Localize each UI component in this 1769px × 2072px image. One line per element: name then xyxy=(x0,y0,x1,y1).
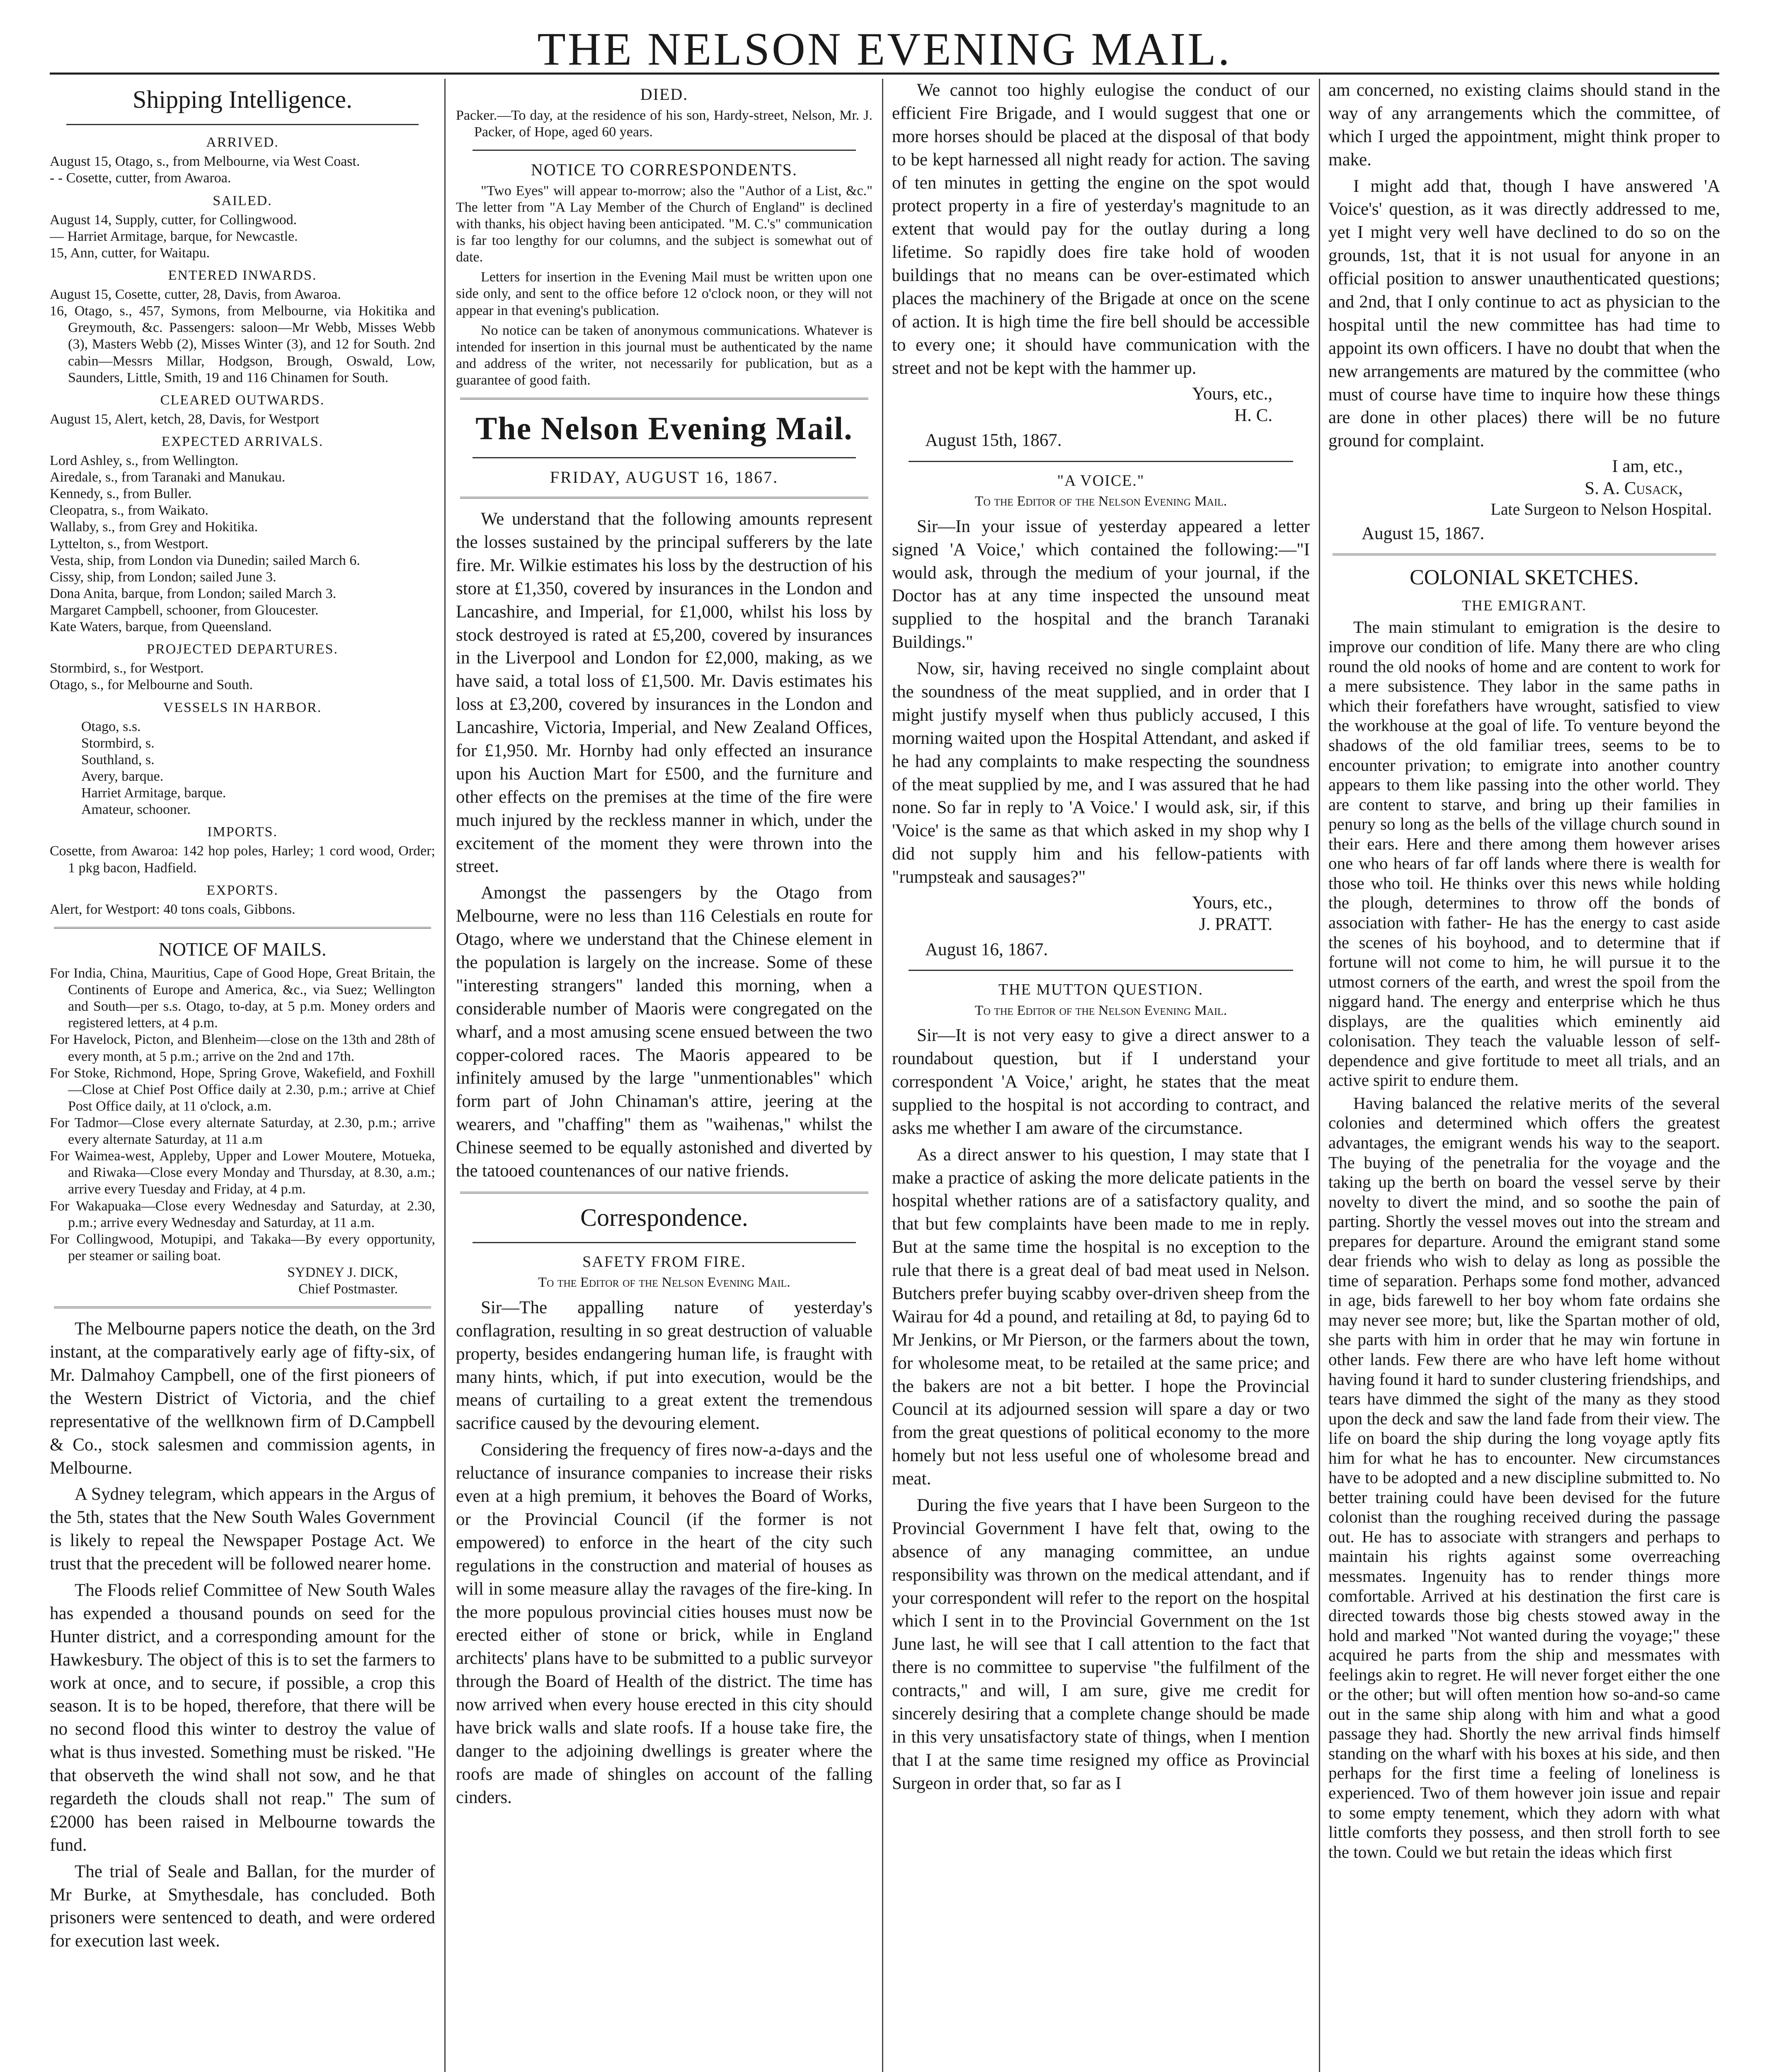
list-item: Otago, s.s. xyxy=(81,719,141,734)
letter-closing: I am, etc., xyxy=(1612,457,1683,477)
arrived-heading: ARRIVED. xyxy=(206,135,279,150)
mail-notice: For India, China, Mauritius, Cape of Good Hope, Great Britain, the Continents of Europe and America, &c., via Suez; Wellington and South—per s.s. Otago, to-day, at 5 p.m. Money orders and registered letters, at 4 p.m. xyxy=(50,966,435,1031)
letter-paragraph: Sir—The appalling nature of yesterday's conflagration, resulting in so great destruction of valuable property, besides endangering human life, is fraught with many hints, which, if put into execution, would be the means of curtailing to a great extent the tremendous sacrifice caused by the devouring element. xyxy=(456,1297,872,1433)
letter-signature: H. C. xyxy=(1234,406,1272,426)
letter-signature: S. A. Cusack, xyxy=(1585,478,1683,498)
colonial-title: COLONIAL SKETCHES. xyxy=(1410,566,1639,590)
letter-heading: SAFETY FROM FIRE. xyxy=(582,1253,746,1271)
divider xyxy=(460,497,868,499)
correspondence-title: Correspondence. xyxy=(580,1203,748,1231)
column-3 xyxy=(892,79,1310,2072)
divider xyxy=(54,1307,431,1308)
mail-notice: For Collingwood, Motupipi, and Takaka—By every opportunity, per steamer or sailing boat. xyxy=(50,1231,435,1264)
letter-closing: Yours, etc., xyxy=(1192,893,1272,913)
notice-heading: NOTICE TO CORRESPONDENTS. xyxy=(531,160,798,179)
article-paragraph: The main stimulant to emigration is the desire to improve our condition of life. Many there are who cling round the old nooks of home and are content to work for a mere subsistence. They labor in the same paths in which their forefathers have wrought, satisfied to view the workhouse at the goal of life. To venture beyond the shadows of the old familiar trees, seems to be to encounter privation; to emigrate into another country appears to them like passing into the other world. They are content to starve, and bring up their families in penury so long as the bells of the village church sound in their ears. Here and there among them however arises one who hears of far off lands where there is wealth for those who toil. He thinks over this news while holding the plough, determines to throw off the bonds of association with father- He has the energy to cast aside the scenes of his boyhood, and to determine that if fortune will not come to him, he will pursue it to the utmost corners of the earth, and wrest the spoil from the niggard hand. The energy and enterprise which he thus displays, are the qualities which eminently aid colonisation. They teach the valuable lesson of self-dependence and give fortitude to meet all trials, and an active spirit to endure them. xyxy=(1328,617,1720,1090)
list-item: - - Cosette, cutter, from Awaroa. xyxy=(50,170,231,186)
column-divider xyxy=(444,79,446,2072)
letter-date: August 15, 1867. xyxy=(1362,523,1485,543)
divider xyxy=(473,457,856,458)
news-paragraph: A Sydney telegram, which appears in the Argus of the 5th, states that the New South Wales Government is likely to repeal the Newspaper Postage Act. We trust that the precedent will be followed nearer home. xyxy=(50,1484,435,1574)
list-item: Airedale, s., from Taranaki and Manukau. xyxy=(50,470,286,485)
death-notice: Packer.—To day, at the residence of his son, Hardy-street, Nelson, Mr. J. Packer, of Hope, aged 60 years. xyxy=(456,107,872,140)
notice-paragraph: "Two Eyes" will appear to-morrow; also the "Author of a List, &c." The letter from "A Lay Member of the Church of England" is declined with thanks, his object having been anticipated. "M. C.'s" communication is far too lengthy for our columns, and the subject is somewhat out of date. xyxy=(456,183,872,265)
column-1 xyxy=(50,79,435,2072)
exports-heading: EXPORTS. xyxy=(206,882,279,898)
divider xyxy=(909,970,1293,971)
vessels-heading: VESSELS IN HARBOR. xyxy=(163,700,322,715)
letter-heading: THE MUTTON QUESTION. xyxy=(998,981,1204,999)
dateline: FRIDAY, AUGUST 16, 1867. xyxy=(550,468,779,487)
list-item: — Harriet Armitage, barque, for Newcastle. xyxy=(50,228,298,244)
article-paragraph: Having balanced the relative merits of the several colonies and determined which offers the greatest advantages, the emigrant wends his way to the seaport. The buying of the penetralia for the voyage and the taking up the berth on board the vessel serve by their novelty to divert the mind, and so soothe the pain of parting. Shortly the vessel moves out into the stream and prepares for departure. Around the emigrant stand some dear friends who wish to delay as long as possible the time of separation. Perhaps some fond mother, advanced in age, bids farewell to her boy whom fate ordains she may never see more; but, like the Spartan mother of old, she parts with him in order that he may win fortune in other lands. Few there are who have left home without having found it hard to sunder clustering friendships, and tears have dimmed the sight of the many as they stood upon the deck and saw the land fade from their view. The life on board the ship during the long voyage aptly fits him for what he has to encounter. New circumstances have to be adopted and a new discipline submitted to. No better training could have been devised for the future colonist than the roughing received during the passage out. He has to associate with strangers and perhaps to maintain his rights against some overreaching messmates. Ingenuity has to render things more comfortable. Arrived at his destination the first care is directed towards those big chests stowed away in the hold and marked "Not wanted during the voyage;" these acquired he parts from the ship and messmates with feelings akin to regret. He will never forget either the one or the other; but will often mention how so-and-so came out in the same ship along with him and what a good passage they had. Shortly the new arrival finds himself standing on the wharf with his boxes at his side, and then perhaps for the first time a feeling of loneliness is experienced. Two of them however join issue and repair to some empty tenement, which they adorn with what little comforts they possess, and then stroll forth to see the town. Could we but retain the ideas which first xyxy=(1328,1093,1720,1861)
list-item: 15, Ann, cutter, for Waitapu. xyxy=(50,245,210,261)
list-item: Amateur, schooner. xyxy=(81,802,191,818)
expected-heading: EXPECTED ARRIVALS. xyxy=(161,433,324,449)
letter-paragraph: Sir—In your issue of yesterday appeared a letter signed 'A Voice,' which contained the following:—"I would ask, through the medium of your journal, if the Doctor has at any time inspected the unsound meat supplied to the hospital and the branch Taranaki Buildings." xyxy=(892,516,1310,652)
letter-paragraph: Considering the frequency of fires now-a-days and the reluctance of insurance companies to increase their risks even at a high premium, it behoves the Board of Works, or the Provincial Council (if the former is not empowered) to enforce in the heart of the city such regulations in the construction and material of houses as will in some measure allay the ravages of the fire-king. In the more populous provincial cities houses must now be erected either of stone or brick, while in England architects' plans have to be submitted to a public surveyor through the Board of Health of the district. The time has now arrived when every house erected in this city should have brick walls and slate roofs. If a house take fire, the danger to the adjoining dwellings is greater where the roofs are made of shingles on account of the falling cinders. xyxy=(456,1440,872,1807)
divider xyxy=(1333,554,1716,555)
signature-title: Late Surgeon to Nelson Hospital. xyxy=(1490,500,1712,519)
list-item: Lyttelton, s., from Westport. xyxy=(50,536,208,552)
editorial-paragraph: Amongst the passengers by the Otago from Melbourne, were no less than 116 Celestials en route for Otago, where we understand that the Chinese element in the population is largely on the increase. Some of these "interesting strangers" landed this morning, when a considerable number of Maoris were congregated on the wharf, and a most amusing scene ensued between the two copper-colored races. The Maoris appeared to be infinitely amused by the large "unmentionables" which form part of John Chinaman's attire, jeering at the wearers, and "chaffing" them as "waihenas," whilst the Chinese seemed to be equally astonished and diverted by the tatooed countenances of our native friends. xyxy=(456,883,872,1181)
masthead xyxy=(0,0,1769,83)
page-title: THE NELSON EVENING MAIL. xyxy=(537,24,1232,75)
list-item: August 15, Alert, ketch, 28, Davis, for Westport xyxy=(50,411,320,427)
letter-addressee: To the Editor of the Nelson Evening Mail. xyxy=(974,494,1227,509)
mails-title: NOTICE OF MAILS. xyxy=(158,938,327,960)
list-item: August 15, Otago, s., from Melbourne, via West Coast. xyxy=(50,154,360,169)
news-paragraph: The Melbourne papers notice the death, on the 3rd instant, at the comparatively early age of fifty-six, of Mr. Dalmahoy Campbell, one of the first pioneers of the Western District of Victoria, and the chief representative of the wellknown firm of D.Campbell & Co., stock salesmen and commission agents, in Melbourne. xyxy=(50,1319,435,1478)
mail-notice: For Stoke, Richmond, Hope, Spring Grove, Wakefield, and Foxhill—Close at Chief Post Office daily at 2.30, p.m.; arrive at Chief Post Office daily, at 11 o'clock, a.m. xyxy=(50,1065,435,1114)
letter-date: August 16, 1867. xyxy=(925,939,1048,959)
news-paragraph: The trial of Seale and Ballan, for the murder of Mr Burke, at Smythesdale, has concluded. Both prisoners were sentenced to death, and were ordered for execution last week. xyxy=(50,1861,435,1951)
mail-notice: For Tadmor—Close every alternate Saturday, at 2.30, p.m.; arrive every alternate Saturday, at 11 a.m xyxy=(50,1115,435,1147)
letter-paragraph: As a direct answer to his question, I may state that I make a practice of asking the more delicate patients in the hospital whether rations are of a satisfactory quality, and that but few complaints have been made to me in reply. But at the same time the hospital is no exception to the rule that there is a great deal of bad meat used in Nelson. Butchers prefer buying scabby over-driven sheep from the Wairau for 4d a pound, and retailing at 8d, to paying 6d to Mr Jenkins, or Mr Pierson, or the farmers about the town, for wholesome meat, to be retailed at the same price; and the bakers are not a bit better. I hope the Provincial Council at its adjourned session will spare a day or two from the great questions of political economy to the more homely but not less useful one of wholesome bread and meat. xyxy=(892,1145,1310,1489)
notice-paragraph: No notice can be taken of anonymous communications. Whatever is intended for insertion in this journal must be authenticated by the name and address of the writer, not necessarily for publication, but as a guarantee of good faith. xyxy=(456,322,872,388)
column-2 xyxy=(456,79,872,2072)
list-item: Kate Waters, barque, from Queensland. xyxy=(50,619,272,635)
list-item: Kennedy, s., from Buller. xyxy=(50,486,192,502)
divider xyxy=(54,927,431,929)
letter-paragraph: am concerned, no existing claims should stand in the way of any arrangements which the committee, of which I urged the appointment, might think proper to make. xyxy=(1328,80,1720,169)
letter-paragraph: Now, sir, having received no single complaint about the soundness of the meat supplied, and in order that I might justify myself when thus publicly accused, I this morning waited upon the Hospital Attendant, and asked if he had any complaints to make respecting the soundness of the meat supplied by me, and I was assured that he had none. So far in reply to 'A Voice.' I would ask, sir, if this 'Voice' is the same as that which asked in my shop why I did not supply him and his fellow-patients with "rumpsteak and sausages?" xyxy=(892,659,1310,887)
list-item: Wallaby, s., from Grey and Hokitika. xyxy=(50,519,258,535)
mail-notice: For Waimea-west, Appleby, Upper and Lower Moutere, Motueka, and Riwaka—Close every Monday and Thursday, at 8.30, a.m.; arrive every Tuesday and Friday, at 4 p.m. xyxy=(50,1148,435,1197)
letter-date: August 15th, 1867. xyxy=(925,431,1062,450)
divider xyxy=(66,124,419,125)
mail-notice: For Wakapuaka—Close every Wednesday and Saturday, at 2.30, p.m.; arrive every Wednesday and Saturday, at 11 a.m. xyxy=(50,1198,435,1230)
signature: SYDNEY J. DICK, xyxy=(287,1264,398,1280)
list-item: Alert, for Westport: 40 tons coals, Gibbons. xyxy=(50,901,296,917)
letter-addressee: To the Editor of the Nelson Evening Mail. xyxy=(974,1002,1227,1018)
news-paragraph: The Floods relief Committee of New South Wales has expended a thousand pounds on seed for the Hunter district, and a corresponding amount for the Hawkesbury. The object of this is to set the farmers to work at once, and to secure, if possible, a crop this season. It is to be hoped, therefore, that there will be no second flood this winter to destroy the value of what is thus invested. Something must be risked. "He that observeth the wind shall not sow, and he that regardeth the clouds shall not reap." The sum of £2000 has been raised in Melbourne towards the fund. xyxy=(50,1580,435,1855)
list-item: Southland, s. xyxy=(81,752,155,767)
letter-paragraph: Sir—It is not very easy to give a direct answer to a roundabout question, but if I understand your correspondent 'A Voice,' aright, he states that the meat supplied to the hospital is not according to contract, and asks me whether I am aware of the circumstance. xyxy=(892,1026,1310,1138)
list-item: 16, Otago, s., 457, Symons, from Melbourne, via Hokitika and Greymouth, &c. Passengers: saloon—Mr Webb, Misses Webb (3), Masters Webb (2), Misses Winter (3), and 12 for South. 2nd cabin—Messrs Millar, Hodgson, Brough, Oswald, Low, Saunders, Little, Smith, 19 and 116 Chinamen for South. xyxy=(50,303,435,385)
projected-heading: PROJECTED DEPARTURES. xyxy=(147,641,338,657)
column-divider xyxy=(882,79,883,2072)
letter-signature: J. PRATT. xyxy=(1199,915,1272,934)
list-item: Harriet Armitage, barque. xyxy=(81,785,226,801)
list-item: August 15, Cosette, cutter, 28, Davis, from Awaroa. xyxy=(50,287,341,303)
list-item: Cosette, from Awaroa: 142 hop poles, Harley; 1 cord wood, Order; 1 pkg bacon, Hadfield. xyxy=(50,843,435,876)
shipping-title: Shipping Intelligence. xyxy=(133,86,352,113)
notice-paragraph: Letters for insertion in the Evening Mail must be written upon one side only, and sent to the office before 12 o'clock noon, or they will not appear in that evening's publication. xyxy=(456,269,872,318)
list-item: Otago, s., for Melbourne and South. xyxy=(50,677,253,693)
letter-closing: Yours, etc., xyxy=(1192,384,1272,404)
divider xyxy=(473,1242,856,1243)
divider xyxy=(473,150,856,151)
list-item: Lord Ashley, s., from Wellington. xyxy=(50,453,239,469)
editorial-paragraph: We understand that the following amounts represent the losses sustained by the principal sufferers by the late fire. Mr. Wilkie estimates his loss by the destruction of his store at £1,350, covered by insurances in the London and Lancashire, and Imperial, for £1,000, whilst his loss by stock destroyed is rated at £5,200, covered by insurances in the Liverpool and London for £2,000, making, as we have said, a total loss of £1,500. Mr. Davis estimates his loss at £3,200, covered by insurances in the London and Lancashire, Victoria, Imperial, and New Zealand Offices, for £1,950. Mr. Hornby had only effected an insurance upon his Auction Mart for £500, and the furniture and other effects on the premises at the time of the fire were much injured by the reckless manner in which, under the excitement of the moment they were thrown into the street. xyxy=(456,509,872,876)
list-item: August 14, Supply, cutter, for Collingwood. xyxy=(50,212,297,228)
letter-addressee: To the Editor of the Nelson Evening Mail. xyxy=(538,1275,790,1290)
list-item: Dona Anita, barque, from London; sailed March 3. xyxy=(50,586,337,601)
list-item: Avery, barque. xyxy=(81,769,164,784)
mail-notice: For Havelock, Picton, and Blenheim—close on the 13th and 28th of every month, at 5 p.m.; arrive on the 2nd and 17th. xyxy=(50,1032,435,1064)
list-item: Stormbird, s., for Westport. xyxy=(50,661,204,676)
divider xyxy=(909,461,1293,462)
divider xyxy=(460,398,868,399)
signature-title: Chief Postmaster. xyxy=(298,1281,398,1297)
letter-heading: "A VOICE." xyxy=(1057,472,1145,489)
column-4 xyxy=(1328,79,1720,2072)
list-item: Stormbird, s. xyxy=(81,735,155,751)
paper-title: The Nelson Evening Mail. xyxy=(475,410,853,447)
letter-paragraph: We cannot too highly eulogise the conduct of our efficient Fire Brigade, and I would suggest that one or more horses should be placed at the disposal of that body to be kept harnessed all night ready for action. The saving of ten minutes in getting the engine on the spot would protect property in a fire of yesterday's magnitude to an extent that would pay for the outlay during a long lifetime. So rapidly does fire take hold of wooden buildings that no means can be over-estimated which places the machinery of the Brigade at once on the scene of action. It is high time the fire bell should be accessible to every one; it should have communication with the street and not be kept with the hammer up. xyxy=(892,80,1310,378)
article-subheading: THE EMIGRANT. xyxy=(1461,597,1587,614)
list-item: Vesta, ship, from London via Dunedin; sailed March 6. xyxy=(50,552,360,568)
column-divider xyxy=(1319,79,1320,2072)
letter-paragraph: During the five years that I have been Surgeon to the Provincial Government I have felt that, owing to the absence of any managing committee, an undue responsibility was thrown on the medical attendant, and if your correspondent will refer to the report on the hospital which I sent in to the Provincial Government on the 1st June last, he will see that I call attention to the fact that there is no committee to supervise "the fulfilment of the contracts," and will, I am sure, give me credit for sincerely desiring that a complete change should be made in this very unsatisfactory state of things, when I mention that I at the same time resigned my office as Provincial Surgeon in order that, so far as I xyxy=(892,1496,1310,1793)
cleared-heading: CLEARED OUTWARDS. xyxy=(160,392,325,408)
sailed-heading: SAILED. xyxy=(213,193,272,208)
list-item: Cissy, ship, from London; sailed June 3. xyxy=(50,569,276,585)
masthead-rule xyxy=(50,73,1719,75)
letter-paragraph: I might add that, though I have answered 'A Voice's' question, as it was directly addressed to me, yet I might very well have declined to do so on the grounds, 1st, that it is not usual for anyone in an official position to answer unauthenticated questions; and 2nd, that I only continue to act as physician to the hospital until the new committee has had time to appoint its own officers. I have no doubt that when the new arrangements are matured by the committee (who must of course have time to inquire how these things are done in other places) there will be no future ground for complaint. xyxy=(1328,176,1720,451)
divider xyxy=(460,1192,868,1193)
entered-heading: ENTERED INWARDS. xyxy=(168,267,317,283)
list-item: Cleopatra, s., from Waikato. xyxy=(50,503,208,518)
died-heading: DIED. xyxy=(640,85,688,104)
imports-heading: IMPORTS. xyxy=(207,824,278,840)
list-item: Margaret Campbell, schooner, from Gloucester. xyxy=(50,603,319,618)
